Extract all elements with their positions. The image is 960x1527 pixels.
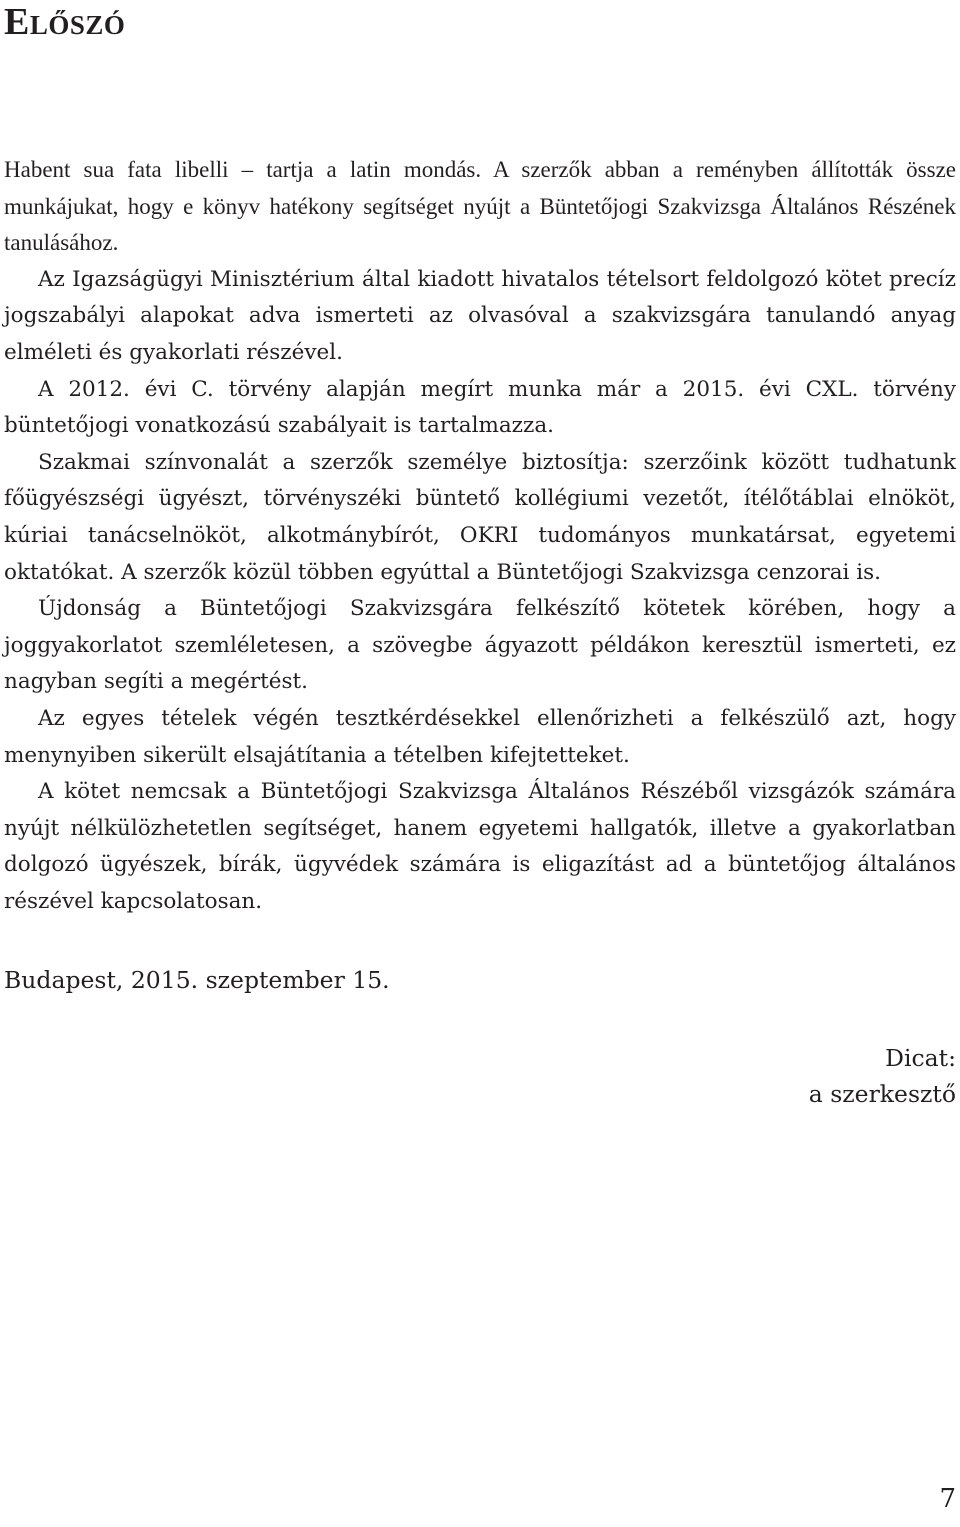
signature [809, 1040, 956, 1112]
paragraph: Újdonság a Büntetőjogi Szakvizsgára felkészítő kötetek körében, hogy a joggyakorlatot szemléletesen, a szövegbe ágyazott példákon keresztül ismerteti, ez nagyban segíti a megértést. [4, 596, 956, 695]
paragraph: A 2012. évi C. törvény alapján megírt munka már a 2015. évi CXL. törvény büntetőjogi vonatkozású szabályait is tartalmazza. [4, 376, 956, 439]
paragraph: Szakmai színvonalát a szerzők személye biztosítja: szerzőink között tudhatunk főügyészségi ügyészt, törvényszéki büntető kollégiumi vezetőt, ítélőtáblai elnököt, kúriai tanácselnököt, alkotmánybírót, OKRI tudományos munkatársat, egyetemi oktatókat. A szerzők közül többen egyúttal a Büntetőjogi Szakvizsga cenzorai is. [4, 449, 956, 585]
page-number: 7 [939, 1484, 956, 1514]
paragraph: Habent sua fata libelli – tartja a latin mondás. A szerzők abban a reményben állították össze munkájukat, hogy e könyv hatékony segítséget nyújt a Büntetőjogi Szakvizsga Általános Részének tanulásához. [4, 157, 956, 256]
place-date: Budapest, 2015. szeptember 15. [4, 966, 390, 994]
paragraph: A kötet nemcsak a Büntetőjogi Szakvizsga Általános Részéből vizsgázók számára nyújt nélkülözhetetlen segítséget, hanem egyetemi hallgatók, illetve a gyakorlatban dolgozó ügyészek, bírák, ügyvédek számára is eligazítást ad a büntetőjog általános részével kapcsolatosan. [4, 779, 956, 914]
signature-line: a szerkesztő [808, 1080, 956, 1108]
signature-line: Dicat: [885, 1044, 956, 1072]
paragraph: Az egyes tételek végén tesztkérdésekkel ellenőrizheti a felkészülő azt, hogy menynyiben sikerült elsajátítania a tételben kifejtetteket. [4, 705, 956, 768]
body-text [4, 152, 956, 920]
paragraph: Az Igazságügyi Minisztérium által kiadott hivatalos tételsort feldolgozó kötet precíz jogszabályi alapokat adva ismerteti az olvasóval a szakvizsgára tanulandó anyag elméleti és gyakorlati részével. [4, 266, 956, 365]
page-title: Előszó [4, 1, 126, 43]
